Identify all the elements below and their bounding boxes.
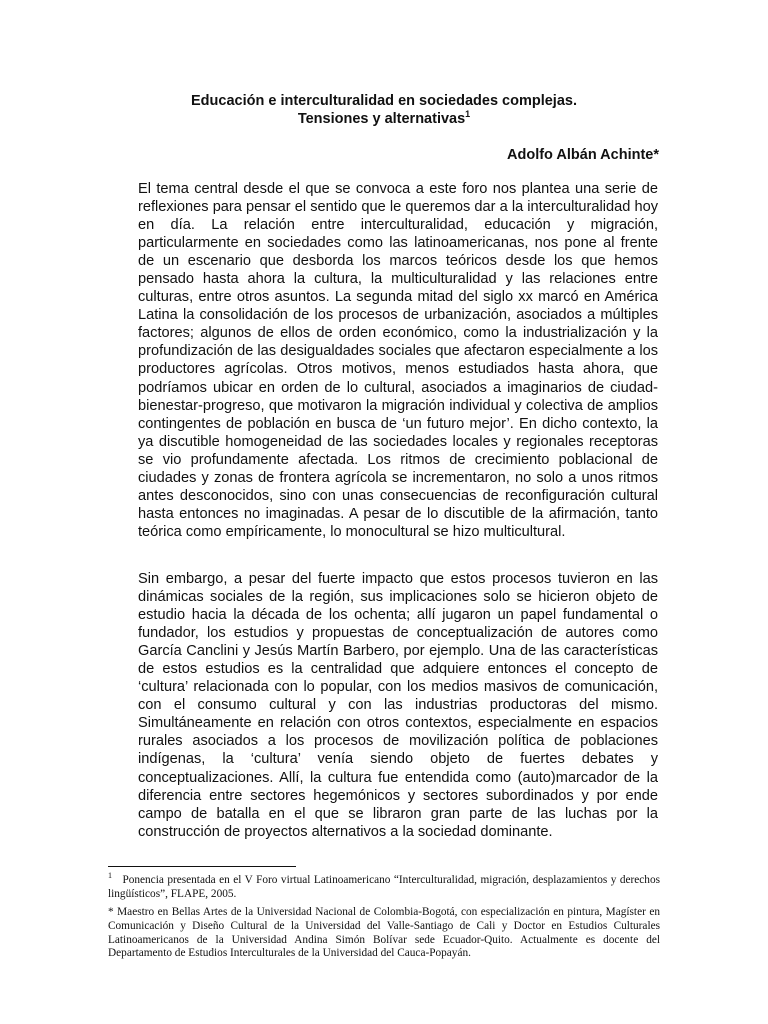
footnote-1 <box>108 871 660 902</box>
author-name: Adolfo Albán Achinte* <box>507 147 659 163</box>
footnote-author-text: * Maestro en Bellas Artes de la Universidad Nacional de Colombia-Bogotá, con especialización en pintura, Magíster en Comunicación y Diseño Cultural de la Universidad del Valle-Santiago de Cali y Doctor en Estudios Culturales Latinoamericanos de la Universidad Andina Simón Bolívar sede Ecuador-Quito. Actualmente es docente del Departamento de Estudios Interculturales de la Universidad del Cauca-Popayán. <box>108 906 660 960</box>
footnote-1-marker: 1 <box>108 871 112 881</box>
body-paragraph-2: Sin embargo, a pesar del fuerte impacto que estos procesos tuvieron en las dinámicas sociales de la región, sus implicaciones solo se hicieron objeto de estudio hacia la década de los ochenta; allí jugaron un papel fundamental o fundador, los estudios y propuestas de conceptualización de autores como García Canclini y Jesús Martín Barbero, por ejemplo. Una de las características de estos estudios es la centralidad que adquiere entonces el concepto de ‘cultura’ relacionada con lo popular, con los medios masivos de comunicación, con el consumo cultural y con las industrias productoras del mismo. Simultáneamente en relación con otros contextos, especialmente en espacios rurales asociados a los procesos de movilización política de poblaciones indígenas, la ‘cultura’ venía siendo objeto de fuertes debates y conceptualizaciones. Allí, la cultura fue entendida como (auto)marcador de la diferencia entre sectores hegemónicos y sectores subordinados y por ende campo de batalla en el que se libraron gran parte de las luchas por la construcción de proyectos alternativos a la sociedad dominante. <box>138 571 658 840</box>
body-paragraph-1: El tema central desde el que se convoca a este foro nos plantea una serie de reflexiones para pensar el sentido que le queremos dar a la interculturalidad hoy en día. La relación entre interculturalidad, educación y migración, particularmente en sociedades como las latinoamericanas, nos pone al frente de un escenario que desborda los marcos teóricos desde los que hemos pensado hasta ahora la cultura, la multiculturalidad y las relaciones entre culturas, entre otros asuntos. La segunda mitad del siglo xx marcó en América Latina la consolidación de los procesos de urbanización, asociados a múltiples factores; algunos de ellos de orden económico, como la industrialización y la profundización de las desigualdades sociales que afectaron especialmente a los productores agrícolas. Otros motivos, menos estudiados hasta ahora, que podríamos ubicar en orden de lo cultural, asociados a imaginarios de ciudad-bienestar-progreso, que motivaron la migración individual y colectiva de amplios contingentes de población en busca de ‘un futuro mejor’. En dicho contexto, la ya discutible homogeneidad de las sociedades locales y regionales receptoras se vio profundamente afectada. Los ritmos de crecimiento poblacional de ciudades y zonas de frontera agrícola se incrementaron, no solo a unos ritmos antes desconocidos, sino con unas consecuencias de reconfiguración cultural hasta entonces no imaginadas. A pesar de lo discutible de la afirmación, tanto teórica como empíricamente, lo monocultural se hizo multicultural. <box>138 181 658 540</box>
footnote-author <box>108 906 660 961</box>
footnote-1-text: Ponencia presentada en el V Foro virtual Latinoamericano “Interculturalidad, migración, desplazamientos y derechos lingüísticos”, FLAPE, 2005. <box>108 874 660 900</box>
document-title <box>0 92 768 128</box>
title-line-2-text: Tensiones y alternativas <box>297 111 466 127</box>
title-line-2 <box>0 110 768 128</box>
footnote-divider <box>108 866 296 867</box>
title-footnote-marker: 1 <box>465 109 471 120</box>
title-line-1: Educación e interculturalidad en sociedades complejas. <box>191 93 577 109</box>
